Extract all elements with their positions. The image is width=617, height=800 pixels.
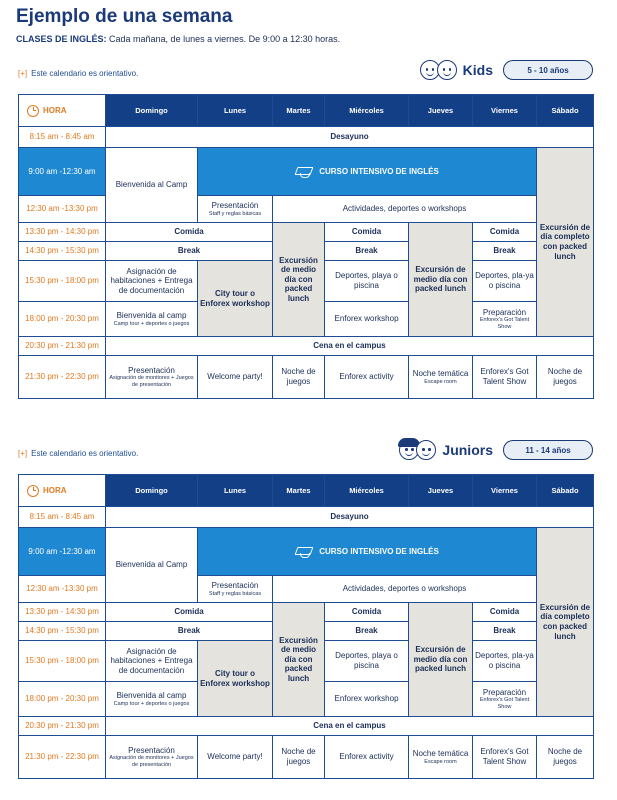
- time-cell: 20:30 pm - 21:30 pm: [19, 337, 106, 356]
- day-header-domingo: Domingo: [106, 95, 198, 127]
- calendar-note[interactable]: [18, 69, 138, 78]
- table-row: [19, 528, 594, 576]
- expand-plus-link[interactable]: [+]: [18, 69, 28, 78]
- actividades-cell: Actividades, deportes o workshops: [273, 196, 537, 223]
- break-cell: Break: [106, 242, 273, 261]
- day-header-sabado: Sábado: [537, 95, 594, 127]
- age-range-pill: 5 - 10 años: [503, 60, 593, 80]
- jueves-excursion-cell: Excursión de medio día con packed lunch: [409, 223, 473, 337]
- calendar-note-text: Este calendario es orientativo.: [31, 69, 139, 78]
- cell-main-text: Bienvenida al camp: [116, 691, 187, 701]
- faces-icon: [399, 440, 436, 460]
- clock-icon: [27, 105, 39, 117]
- day-header-viernes: Viernes: [473, 475, 537, 507]
- talent-show-cell: Enforex's Got Talent Show: [473, 356, 537, 399]
- comida-cell: Comida: [325, 603, 409, 622]
- expand-plus-link[interactable]: [+]: [18, 449, 28, 458]
- martes-excursion-cell: Excursión de medio día con packed lunch: [273, 603, 325, 717]
- preparacion-cell: [473, 682, 537, 717]
- cell-main-text: Noche temática: [412, 749, 469, 759]
- table-row: [19, 576, 594, 603]
- time-cell: 21:30 pm - 22:30 pm: [19, 356, 106, 399]
- cell-sub-text: Asignación de monitores + Juegos de presentación: [109, 755, 194, 768]
- noche-juegos-sabado-cell: Noche de juegos: [537, 356, 594, 399]
- table-row: [19, 603, 594, 622]
- bienvenida-camp-cell: Bienvenida al Camp: [106, 528, 198, 603]
- noche-tematica-cell: [409, 356, 473, 399]
- time-cell: 21:30 pm - 22:30 pm: [19, 736, 106, 779]
- day-header-martes: Martes: [273, 95, 325, 127]
- day-header-viernes: Viernes: [473, 95, 537, 127]
- deportes-cell: Deportes, playa o piscina: [325, 261, 409, 302]
- sabado-excursion-cell: Excursión de día completo con packed lunch: [537, 528, 594, 717]
- bienvenida-camp-cell: Bienvenida al Camp: [106, 148, 198, 223]
- table-row: [19, 337, 594, 356]
- comida-cell: Comida: [325, 223, 409, 242]
- cell-sub-text: Camp tour + deportes o juegos: [113, 320, 190, 327]
- cell-main-text: Preparación: [482, 307, 527, 317]
- time-cell: 8:15 am - 8:45 am: [19, 127, 106, 148]
- bienvenida-domingo-cell: [106, 682, 198, 717]
- day-header-domingo: Domingo: [106, 475, 198, 507]
- day-header-lunes: Lunes: [198, 95, 273, 127]
- table-row: [19, 148, 594, 196]
- cell-sub-text: Camp tour + deportes o juegos: [113, 700, 190, 707]
- cell-sub-text: Staff y reglas básicas: [208, 590, 262, 597]
- cell-sub-text: Enforex's Got Talent Show: [479, 697, 530, 710]
- graduation-cap-icon: [295, 546, 313, 558]
- presentacion-domingo-cell: [106, 736, 198, 779]
- faces-icon: [420, 60, 457, 80]
- group-name: Kids: [462, 62, 493, 78]
- cell-main-text: Preparación: [482, 687, 527, 697]
- table-row: [19, 196, 594, 223]
- hora-header: [19, 475, 106, 507]
- asignacion-cell: Asignación de habitaciones + Entrega de documentación: [106, 641, 198, 682]
- graduation-cap-icon: [295, 166, 313, 178]
- sabado-excursion-cell: Excursión de día completo con packed lunch: [537, 148, 594, 337]
- age-group-badge: [420, 60, 593, 80]
- talent-show-cell: Enforex's Got Talent Show: [473, 736, 537, 779]
- header-row: [19, 475, 594, 507]
- city-tour-cell: City tour o Enforex workshop: [198, 261, 273, 337]
- day-header-miercoles: Miércoles: [325, 95, 409, 127]
- day-header-sabado: Sábado: [537, 475, 594, 507]
- preparacion-cell: [473, 302, 537, 337]
- enforex-activity-cell: Enforex activity: [325, 356, 409, 399]
- subtitle-text: Cada mañana, de lunes a viernes. De 9:00 a 12:30 horas.: [106, 34, 341, 44]
- time-cell: 9:00 am -12:30 am: [19, 528, 106, 576]
- day-header-jueves: Jueves: [409, 475, 473, 507]
- time-cell: 9:00 am -12:30 am: [19, 148, 106, 196]
- jueves-excursion-cell: Excursión de medio día con packed lunch: [409, 603, 473, 717]
- comida-cell: Comida: [473, 603, 537, 622]
- enforex-workshop-cell: Enforex workshop: [325, 302, 409, 337]
- hora-header: [19, 95, 106, 127]
- presentacion-domingo-cell: [106, 356, 198, 399]
- cell-main-text: Presentación: [211, 581, 259, 591]
- table-row: [19, 127, 594, 148]
- cena-cell: Cena en el campus: [106, 717, 594, 736]
- time-cell: 20:30 pm - 21:30 pm: [19, 717, 106, 736]
- cell-main-text: Presentación: [128, 365, 175, 375]
- age-group-badge: [399, 440, 593, 460]
- day-header-lunes: Lunes: [198, 475, 273, 507]
- break-cell: Break: [106, 622, 273, 641]
- schedule-table: [18, 474, 594, 779]
- group-name: Juniors: [442, 442, 493, 458]
- time-cell: 13:30 pm - 14:30 pm: [19, 223, 106, 242]
- comida-cell: Comida: [473, 223, 537, 242]
- header-row: [19, 95, 594, 127]
- bienvenida-domingo-cell: [106, 302, 198, 337]
- time-cell: 8:15 am - 8:45 am: [19, 507, 106, 528]
- presentacion-lunes-cell: [198, 576, 273, 603]
- course-label: CURSO INTENSIVO DE INGLÉS: [319, 546, 439, 556]
- welcome-party-cell: Welcome party!: [198, 356, 273, 399]
- time-cell: 14:30 pm - 15:30 pm: [19, 242, 106, 261]
- kid-face-icon: [437, 60, 457, 80]
- schedule-table: [18, 94, 594, 399]
- hora-label: HORA: [43, 485, 67, 495]
- junior-face-icon: [416, 440, 436, 460]
- time-cell: 15:30 pm - 18:00 pm: [19, 261, 106, 302]
- course-label: CURSO INTENSIVO DE INGLÉS: [319, 166, 439, 176]
- page-subtitle: [16, 34, 340, 44]
- day-header-martes: Martes: [273, 475, 325, 507]
- comida-cell: Comida: [106, 603, 273, 622]
- noche-juegos-sabado-cell: Noche de juegos: [537, 736, 594, 779]
- deportes-cell: Deportes, pla-ya o piscina: [473, 261, 537, 302]
- calendar-note[interactable]: [18, 449, 138, 458]
- noche-juegos-cell: Noche de juegos: [273, 356, 325, 399]
- cell-sub-text: Asignación de monitores + Juegos de presentación: [109, 375, 194, 388]
- cell-sub-text: Enforex's Got Talent Show: [479, 317, 530, 330]
- break-cell: Break: [473, 242, 537, 261]
- time-cell: 14:30 pm - 15:30 pm: [19, 622, 106, 641]
- enforex-workshop-cell: Enforex workshop: [325, 682, 409, 717]
- age-range-pill: 11 - 14 años: [503, 440, 593, 460]
- break-cell: Break: [473, 622, 537, 641]
- course-cell: [198, 148, 537, 196]
- subtitle-label: CLASES DE INGLÉS:: [16, 34, 107, 44]
- cell-sub-text: Escape room: [424, 378, 457, 385]
- table-row: [19, 223, 594, 242]
- asignacion-cell: Asignación de habitaciones + Entrega de documentación: [106, 261, 198, 302]
- time-cell: 12:30 am -13:30 pm: [19, 196, 106, 223]
- page-title: Ejemplo de una semana: [16, 6, 233, 27]
- presentacion-lunes-cell: [198, 196, 273, 223]
- table-row: [19, 507, 594, 528]
- calendar-note-text: Este calendario es orientativo.: [31, 449, 139, 458]
- time-cell: 18:00 pm - 20:30 pm: [19, 682, 106, 717]
- martes-excursion-cell: Excursión de medio día con packed lunch: [273, 223, 325, 337]
- course-cell: [198, 528, 537, 576]
- time-cell: 15:30 pm - 18:00 pm: [19, 641, 106, 682]
- cell-main-text: Noche temática: [412, 369, 469, 379]
- table-row: [19, 356, 594, 399]
- actividades-cell: Actividades, deportes o workshops: [273, 576, 537, 603]
- comida-cell: Comida: [106, 223, 273, 242]
- day-header-miercoles: Miércoles: [325, 475, 409, 507]
- cell-main-text: Presentación: [128, 745, 175, 755]
- cell-main-text: Bienvenida al camp: [116, 311, 187, 321]
- noche-juegos-cell: Noche de juegos: [273, 736, 325, 779]
- time-cell: 13:30 pm - 14:30 pm: [19, 603, 106, 622]
- break-cell: Break: [325, 622, 409, 641]
- table-row: [19, 736, 594, 779]
- deportes-cell: Deportes, pla-ya o piscina: [473, 641, 537, 682]
- clock-icon: [27, 485, 39, 497]
- table-row: [19, 717, 594, 736]
- day-header-jueves: Jueves: [409, 95, 473, 127]
- city-tour-cell: City tour o Enforex workshop: [198, 641, 273, 717]
- cell-sub-text: Escape room: [424, 758, 457, 765]
- enforex-activity-cell: Enforex activity: [325, 736, 409, 779]
- noche-tematica-cell: [409, 736, 473, 779]
- cell-sub-text: Staff y reglas básicas: [208, 210, 262, 217]
- desayuno-cell: Desayuno: [106, 507, 594, 528]
- desayuno-cell: Desayuno: [106, 127, 594, 148]
- welcome-party-cell: Welcome party!: [198, 736, 273, 779]
- break-cell: Break: [325, 242, 409, 261]
- cena-cell: Cena en el campus: [106, 337, 594, 356]
- hora-label: HORA: [43, 105, 67, 115]
- cell-main-text: Presentación: [211, 201, 259, 211]
- deportes-cell: Deportes, playa o piscina: [325, 641, 409, 682]
- time-cell: 12:30 am -13:30 pm: [19, 576, 106, 603]
- time-cell: 18:00 pm - 20:30 pm: [19, 302, 106, 337]
